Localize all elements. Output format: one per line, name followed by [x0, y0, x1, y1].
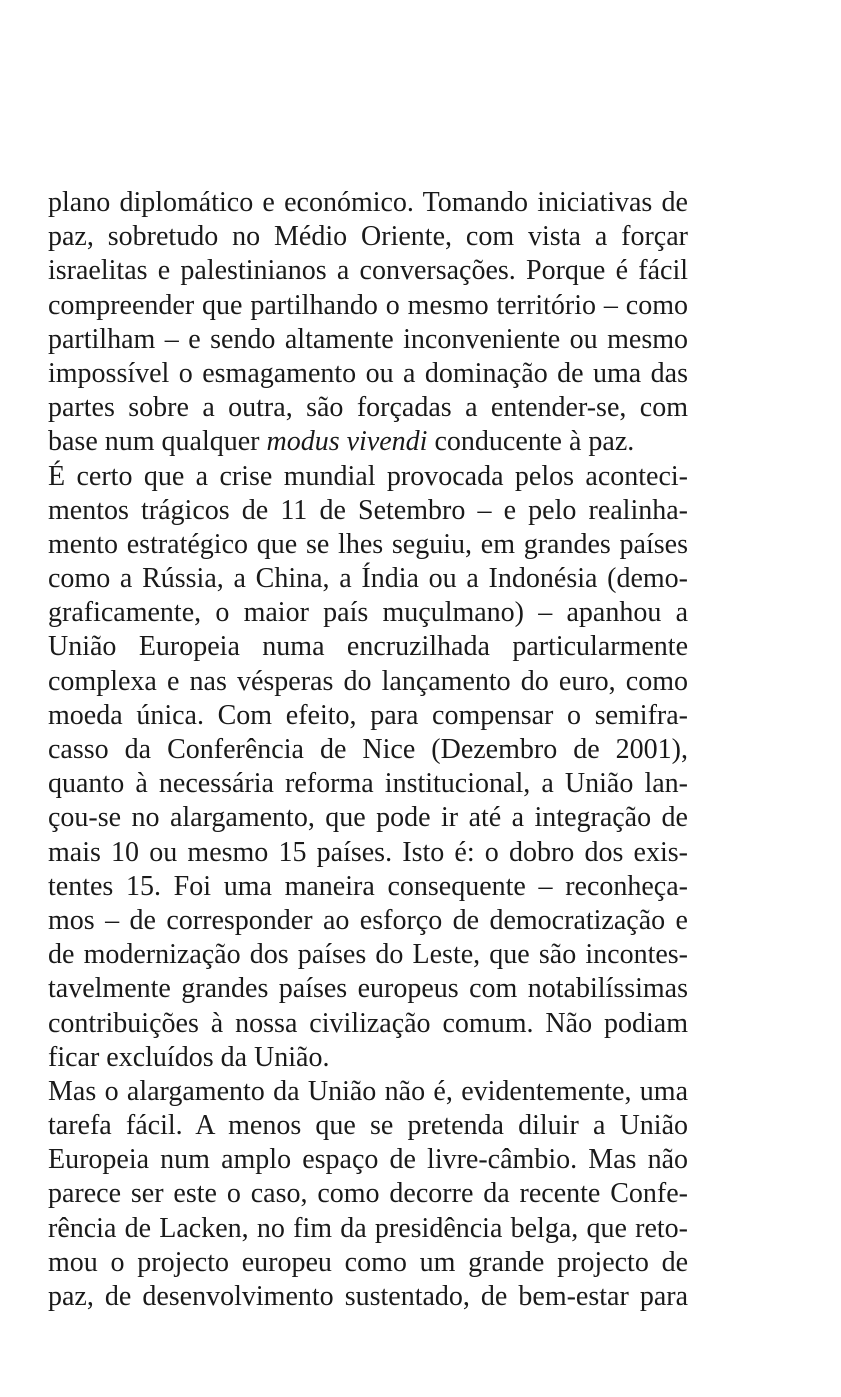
text-line: paz, de desenvolvimento sustentado, de bem-estar para — [48, 1281, 688, 1312]
text-line: plano diplomático e económico. Tomando iniciativas de — [48, 187, 688, 218]
text-line: União Europeia numa encruzilhada particularmente — [48, 631, 688, 663]
text-line: paz, sobretudo no Médio Oriente, com vista a forçar — [48, 221, 688, 253]
text-segment: base num qualquer — [48, 426, 267, 458]
text-line: como a Rússia, a China, a Índia ou a Indonésia (demo- — [48, 563, 688, 595]
text-line: tarefa fácil. A menos que se pretenda diluir a União — [48, 1110, 688, 1142]
text-line: ficar excluídos da União. — [48, 1041, 330, 1073]
text-line: Europeia num amplo espaço de livre-câmbio. Mas não — [48, 1144, 688, 1176]
text-line: tavelmente grandes países europeus com notabilíssimas — [48, 973, 688, 1005]
text-line: moeda única. Com efeito, para compensar o semifra- — [48, 699, 688, 731]
text-line: contribuições à nossa civilização comum. Não podiam — [48, 1007, 688, 1039]
text-line: mento estratégico que se lhes seguiu, em grandes países — [48, 528, 688, 560]
text-line: israelitas e palestinianos a conversações. Porque é fácil — [48, 255, 688, 287]
text-line: partes sobre a outra, são forçadas a entender-se, com — [48, 392, 688, 424]
body-text — [48, 186, 688, 1314]
text-line: mentos trágicos de 11 de Setembro – e pelo realinha- — [48, 494, 688, 526]
text-line: casso da Conferência de Nice (Dezembro de 2001), — [48, 734, 688, 765]
text-line: mou o projecto europeu como um grande projecto de — [48, 1246, 688, 1278]
italic-phrase: modus vivendi — [266, 426, 428, 458]
text-line: impossível o esmagamento ou a dominação de uma das — [48, 357, 688, 389]
text-segment: conducente à paz. — [427, 426, 635, 458]
text-line: complexa e nas vésperas do lançamento do euro, como — [48, 665, 688, 697]
text-line: quanto à necessária reforma institucional, a União lan- — [48, 768, 688, 800]
text-line: mos – de corresponder ao esforço de democratização e — [48, 904, 688, 936]
text-line: de modernização dos países do Leste, que são incontes- — [48, 939, 688, 971]
text-line: É certo que a crise mundial provocada pelos aconteci- — [48, 460, 688, 492]
text-line: Mas o alargamento da União não é, evidentemente, uma — [48, 1075, 688, 1107]
text-line: çou-se no alargamento, que pode ir até a integração de — [48, 802, 688, 834]
text-line: graficamente, o maior país muçulmano) – apanhou a — [48, 597, 688, 629]
text-line: compreender que partilhando o mesmo território – como — [48, 289, 688, 321]
text-line: parece ser este o caso, como decorre da recente Confe- — [48, 1178, 688, 1210]
text-line: partilham – e sendo altamente inconveniente ou mesmo — [48, 323, 688, 355]
text-line: tentes 15. Foi uma maneira consequente – reconheça- — [48, 870, 688, 902]
text-line: rência de Lacken, no fim da presidência belga, que reto- — [48, 1212, 688, 1244]
text-line-with-italic — [48, 425, 688, 459]
text-line: mais 10 ou mesmo 15 países. Isto é: o dobro dos exis- — [48, 836, 688, 868]
